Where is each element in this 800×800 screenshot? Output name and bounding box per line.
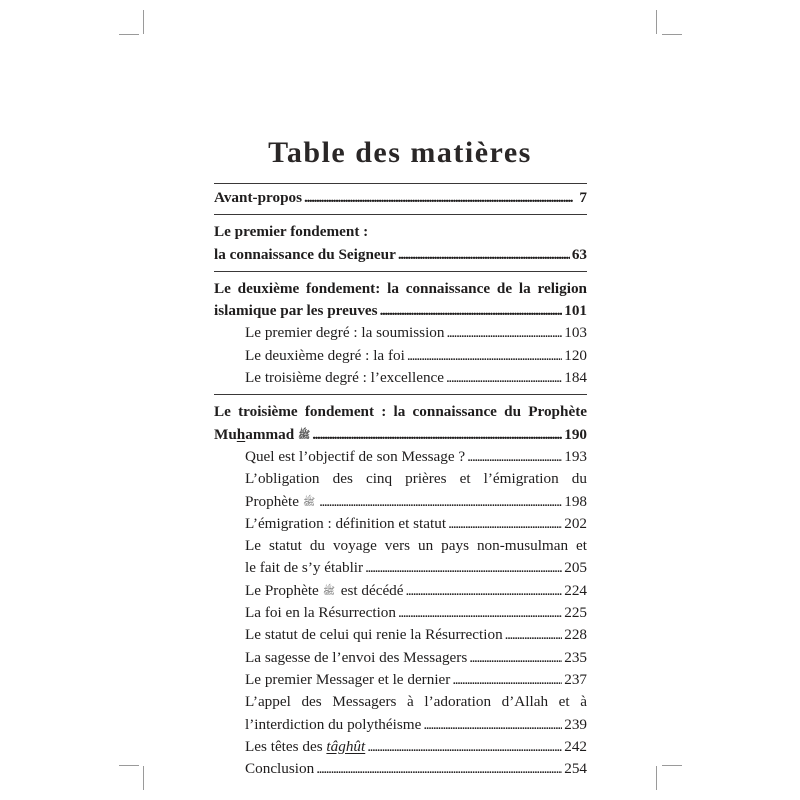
toc-entry-premier-fondement[interactable] <box>214 221 587 266</box>
page-number: 190 <box>564 425 587 443</box>
dot-leader <box>398 602 562 624</box>
toc-subentry[interactable] <box>245 322 587 344</box>
dot-leader <box>446 367 562 389</box>
page-number: 63 <box>571 245 587 263</box>
toc-subentry[interactable] <box>245 758 587 780</box>
entry-label: Quel est l’objectif de son Message ? <box>245 447 466 465</box>
entry-label: Les têtes des tâghût <box>245 737 366 755</box>
entry-label: Le statut du voyage vers un pays non-musulman et <box>245 537 587 555</box>
entry-label: L’appel des Messagers à l’adoration d’Allah et à <box>245 693 587 711</box>
page-number: 239 <box>564 715 587 733</box>
page-number: 7 <box>579 189 587 206</box>
dot-leader <box>367 736 562 758</box>
page-number: 205 <box>564 559 587 577</box>
toc-subentry[interactable] <box>245 367 587 389</box>
dot-leader <box>505 624 563 646</box>
toc-subentry[interactable] <box>214 691 587 736</box>
dot-leader <box>423 714 562 736</box>
dot-leader <box>304 187 577 209</box>
entry-label: L’obligation des cinq prières et l’émigration du <box>245 470 587 488</box>
dot-leader <box>319 491 562 513</box>
entry-label: Le deuxième degré : la foi <box>245 346 405 364</box>
dot-leader <box>448 513 562 535</box>
page-number: 242 <box>564 737 587 755</box>
crop-mark <box>119 765 139 766</box>
dot-leader <box>398 244 570 266</box>
page-number: 198 <box>564 492 587 510</box>
page-number: 224 <box>564 581 587 599</box>
dot-leader <box>365 557 562 579</box>
toc-subentry[interactable] <box>214 535 587 580</box>
table-of-contents <box>214 183 587 780</box>
entry-label: Le troisième degré : l’excellence <box>245 369 445 387</box>
crop-mark <box>143 10 144 34</box>
page-number: 254 <box>564 760 587 778</box>
page-number: 184 <box>564 369 587 387</box>
toc-subentry[interactable] <box>214 468 587 513</box>
salutation-icon: ﷺ <box>298 429 311 441</box>
toc-entry-avant-propos[interactable] <box>214 187 587 209</box>
crop-mark <box>143 766 144 790</box>
page-number: 225 <box>564 604 587 622</box>
entry-label: Le troisième fondement : la connaissance du Prophète <box>214 403 587 421</box>
divider <box>214 183 587 184</box>
entry-label: le fait de s’y établir <box>245 559 364 577</box>
dot-leader <box>380 300 563 322</box>
dot-leader <box>407 345 562 367</box>
toc-subentry[interactable] <box>245 602 587 624</box>
entry-label: Le premier degré : la soumission <box>245 324 445 342</box>
entry-label: islamique par les preuves <box>214 302 378 320</box>
divider <box>214 271 587 272</box>
toc-subentry[interactable] <box>245 513 587 535</box>
page-number: 228 <box>564 626 587 644</box>
entry-label: Le premier Messager et le dernier <box>245 670 451 688</box>
salutation-icon: ﷺ <box>322 585 335 597</box>
crop-mark <box>662 765 682 766</box>
entry-label: la connaissance du Seigneur <box>214 245 396 263</box>
salutation-icon: ﷺ <box>303 496 316 508</box>
page-number: 193 <box>564 447 587 465</box>
entry-label: La sagesse de l’envoi des Messagers <box>245 648 468 666</box>
entry-label: Le premier fondement : <box>214 223 369 241</box>
entry-label: l’interdiction du polythéisme <box>245 715 422 733</box>
toc-subentry[interactable] <box>245 669 587 691</box>
divider <box>214 394 587 395</box>
toc-subentry[interactable] <box>245 345 587 367</box>
dot-leader <box>312 424 562 446</box>
entry-label: Le deuxième fondement: la connaissance de la religion <box>214 279 587 297</box>
page-number: 120 <box>564 346 587 364</box>
crop-mark <box>656 10 657 34</box>
dot-leader <box>316 758 562 780</box>
page-number: 237 <box>564 670 587 688</box>
divider <box>214 214 587 215</box>
toc-entry-deuxieme-fondement[interactable] <box>214 278 587 323</box>
page-number: 235 <box>564 648 587 666</box>
dot-leader <box>467 446 562 468</box>
entry-label: Muhammad ﷺ <box>214 425 311 443</box>
entry-label: Avant-propos <box>214 189 303 206</box>
toc-subentry[interactable] <box>245 624 587 646</box>
dot-leader <box>452 669 562 691</box>
toc-subentry[interactable] <box>245 580 587 602</box>
entry-label: Le statut de celui qui renie la Résurrection <box>245 626 503 644</box>
entry-label: La foi en la Résurrection <box>245 604 396 622</box>
toc-entry-troisieme-fondement[interactable] <box>214 401 587 446</box>
crop-mark <box>662 34 682 35</box>
crop-mark <box>656 766 657 790</box>
toc-subentry[interactable] <box>245 736 587 758</box>
page-number: 202 <box>564 514 587 532</box>
toc-subentry[interactable] <box>245 446 587 468</box>
page-number: 101 <box>564 302 587 320</box>
entry-label: Conclusion <box>245 760 315 778</box>
page-number: 103 <box>564 324 587 342</box>
toc-subentry[interactable] <box>245 647 587 669</box>
entry-label: L’émigration : définition et statut <box>245 514 447 532</box>
entry-label: Le Prophète ﷺ est décédé <box>245 581 404 599</box>
dot-leader <box>406 580 563 602</box>
entry-label: Prophète ﷺ <box>245 492 316 510</box>
crop-mark <box>119 34 139 35</box>
dot-leader <box>469 647 562 669</box>
page-title: Table des matières <box>268 136 532 170</box>
dot-leader <box>447 322 563 344</box>
